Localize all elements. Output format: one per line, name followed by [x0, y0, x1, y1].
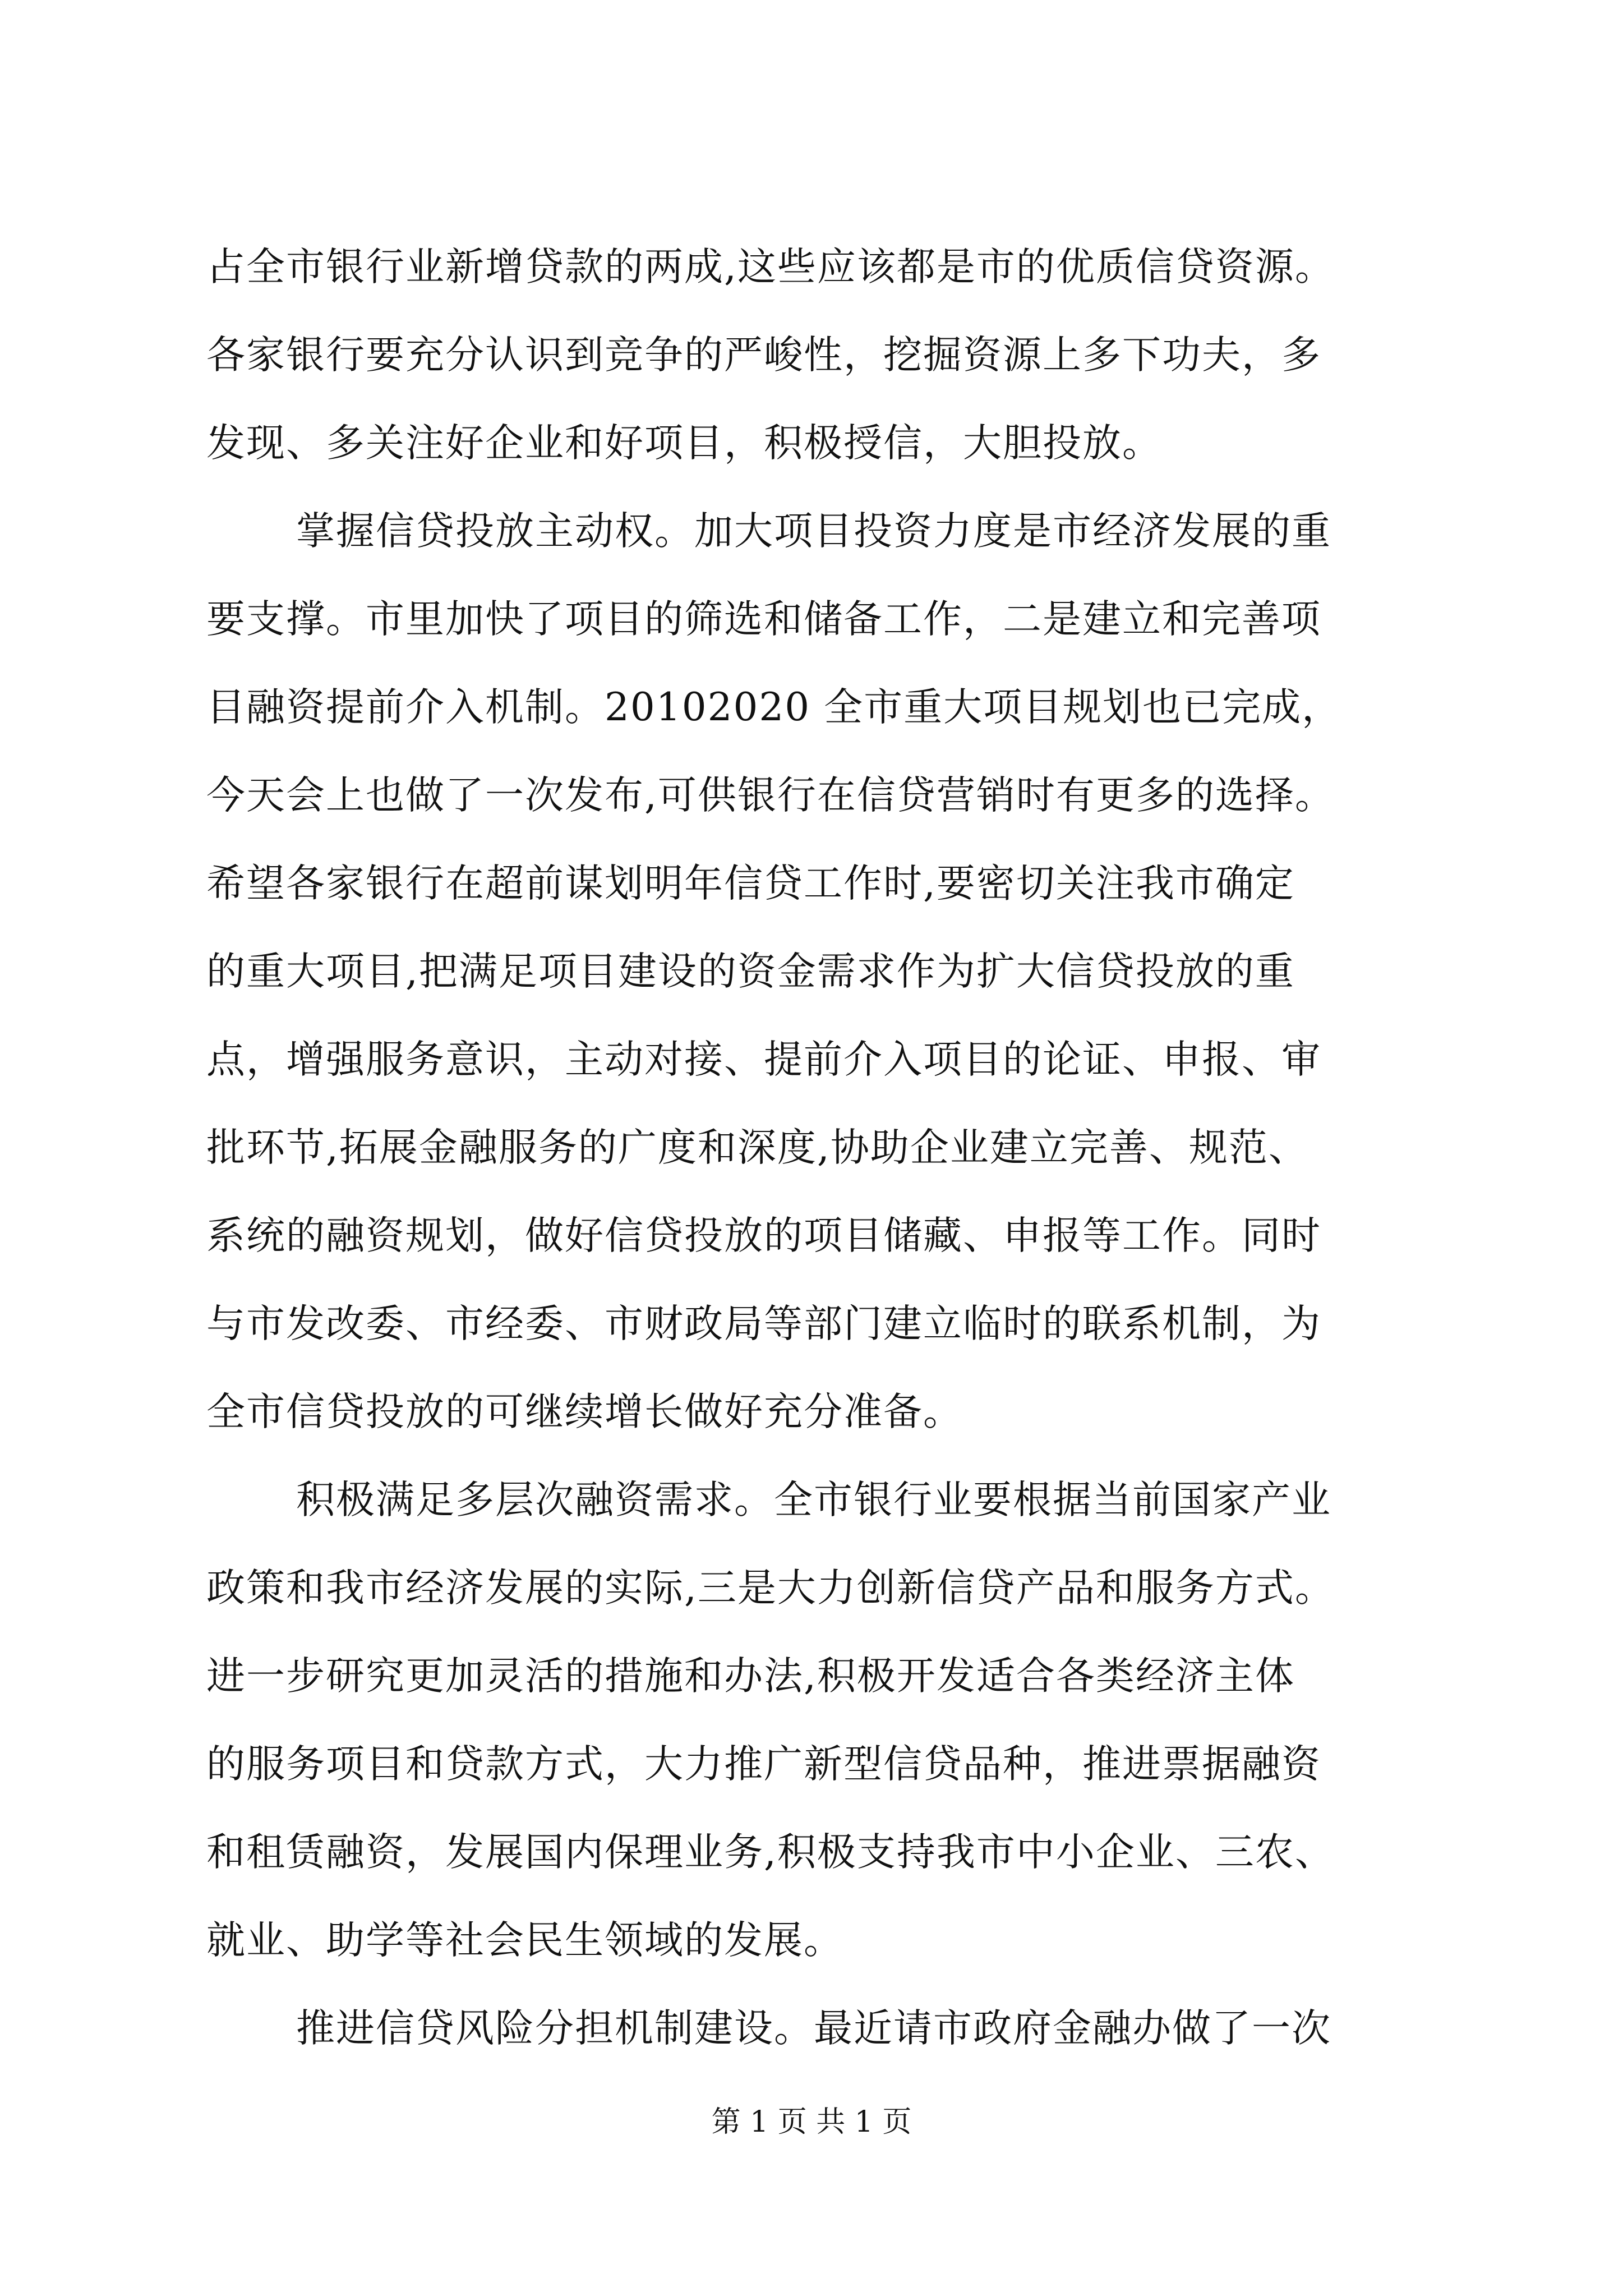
text-line: 的服务项目和贷款方式，大力推广新型信贷品种，推进票据融资 — [206, 1742, 1321, 1787]
text-line: 系统的融资规划，做好信贷投放的项目储藏、申报等工作。同时 — [206, 1213, 1321, 1258]
paragraph-first-line: 积极满足多层次融资需求。全市银行业要根据当前国家产业 — [296, 1478, 1331, 1522]
text-line: 今天会上也做了一次发布,可供银行在信贷营销时有更多的选择。 — [206, 773, 1335, 818]
text-line: 的重大项目,把满足项目建设的资金需求作为扩大信贷投放的重 — [206, 949, 1295, 994]
text-line: 各家银行要充分认识到竞争的严峻性，挖掘资源上多下功夫，多 — [206, 333, 1321, 378]
text-line: 批环节,拓展金融服务的广度和深度,协助企业建立完善、规范、 — [206, 1125, 1308, 1170]
text-line: 进一步研究更加灵活的措施和办法,积极开发适合各类经济主体 — [206, 1654, 1295, 1699]
text-line: 发现、多关注好企业和好项目，积极授信，大胆投放。 — [206, 421, 1162, 466]
paragraph-first-line: 掌握信贷投放主动权。加大项目投资力度是市经济发展的重 — [296, 509, 1331, 554]
text-line: 占全市银行业新增贷款的两成,这些应该都是市的优质信贷资源。 — [206, 245, 1335, 289]
text-line: 政策和我市经济发展的实际,三是大力创新信贷产品和服务方式。 — [206, 1566, 1335, 1611]
text-line: 目融资提前介入机制。20102020 全市重大项目规划也已完成， — [206, 685, 1342, 730]
text-line: 希望各家银行在超前谋划明年信贷工作时,要密切关注我市确定 — [206, 861, 1295, 906]
text-line: 和租赁融资，发展国内保理业务,积极支持我市中小企业、三农、 — [206, 1830, 1335, 1875]
text-line: 全市信贷投放的可继续增长做好充分准备。 — [206, 1389, 963, 1434]
page-number-footer: 第 1 页 共 1 页 — [711, 2105, 912, 2139]
text-line: 要支撑。市里加快了项目的筛选和储备工作，二是建立和完善项 — [206, 597, 1321, 642]
text-line: 就业、助学等社会民生领域的发展。 — [206, 1918, 843, 1963]
paragraph-first-line: 推进信贷风险分担机制建设。最近请市政府金融办做了一次 — [296, 2006, 1331, 2051]
text-line: 与市发改委、市经委、市财政局等部门建立临时的联系机制，为 — [206, 1301, 1321, 1346]
text-line: 点，增强服务意识，主动对接、提前介入项目的论证、申报、审 — [206, 1037, 1321, 1082]
document-body — [206, 223, 1423, 2073]
